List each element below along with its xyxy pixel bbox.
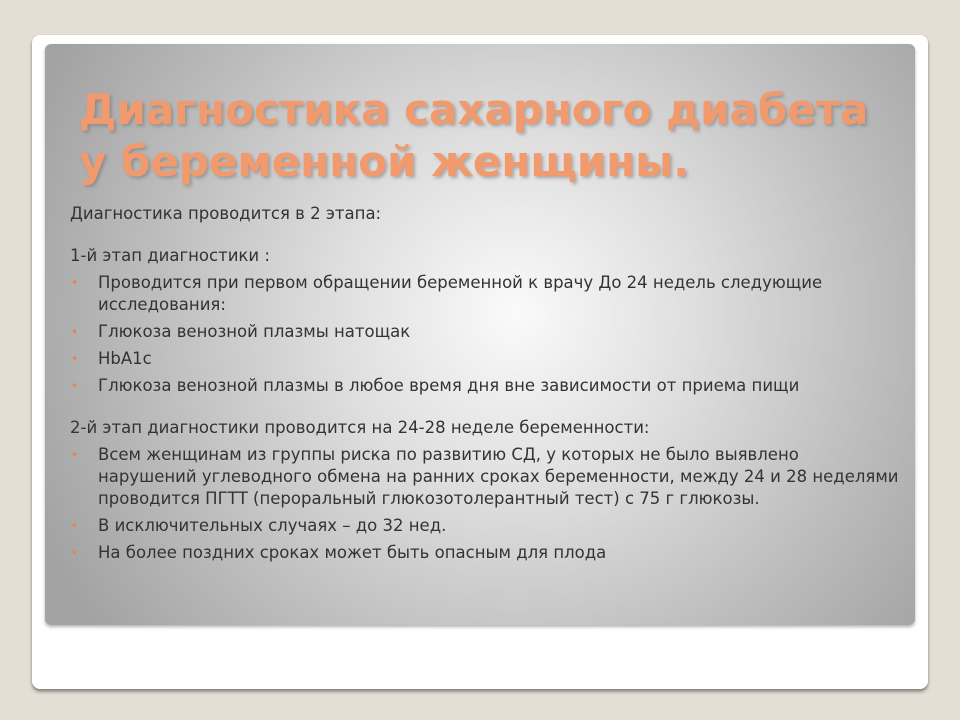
title-line-2: у беременной женщины. [79, 137, 690, 186]
bullet-icon: • [71, 325, 79, 339]
list-item [70, 321, 900, 343]
list-item-text: Глюкоза венозной плазмы натощак [98, 322, 411, 341]
stage2-heading: 2-й этап диагностики проводится на 24-28 неделе беременности: [70, 418, 650, 437]
list-item-text: HbA1c [98, 349, 152, 368]
stage1-list [70, 272, 900, 397]
list-item [70, 375, 900, 397]
intro-text: Диагностика проводится в 2 этапа: [70, 204, 382, 223]
list-item [70, 348, 900, 370]
slide-title [79, 84, 909, 188]
bullet-icon: • [71, 352, 79, 366]
title-line-1: Диагностика сахарного диабета [79, 85, 869, 134]
bullet-icon: • [71, 379, 79, 393]
bullet-icon: • [71, 276, 79, 290]
stage1-heading: 1-й этап диагностики : [70, 246, 270, 265]
bullet-icon: • [71, 448, 79, 462]
list-item-text: На более поздних сроках может быть опасным для плода [98, 543, 607, 562]
list-item-text: Глюкоза венозной плазмы в любое время дня вне зависимости от приема пищи [98, 376, 800, 395]
slide-body [70, 203, 900, 564]
list-item [70, 444, 900, 510]
list-item [70, 515, 900, 537]
list-item [70, 542, 900, 564]
list-item-text: Проводится при первом обращении беременной к врачу До 24 недель следующие исследования: [98, 273, 823, 314]
bullet-icon: • [71, 519, 79, 533]
list-item-text: Всем женщинам из группы риска по развитию СД, у которых не было выявлено нарушений углеводного обмена на ранних сроках беременности, между 24 и 28 неделями проводится ПГТТ (пероральный глюкозотолерантный тест) с 75 г глюкозы. [98, 445, 899, 508]
bullet-icon: • [71, 546, 79, 560]
stage2-list [70, 444, 900, 564]
list-item [70, 272, 900, 316]
list-item-text: В исключительных случаях – до 32 нед. [98, 516, 447, 535]
